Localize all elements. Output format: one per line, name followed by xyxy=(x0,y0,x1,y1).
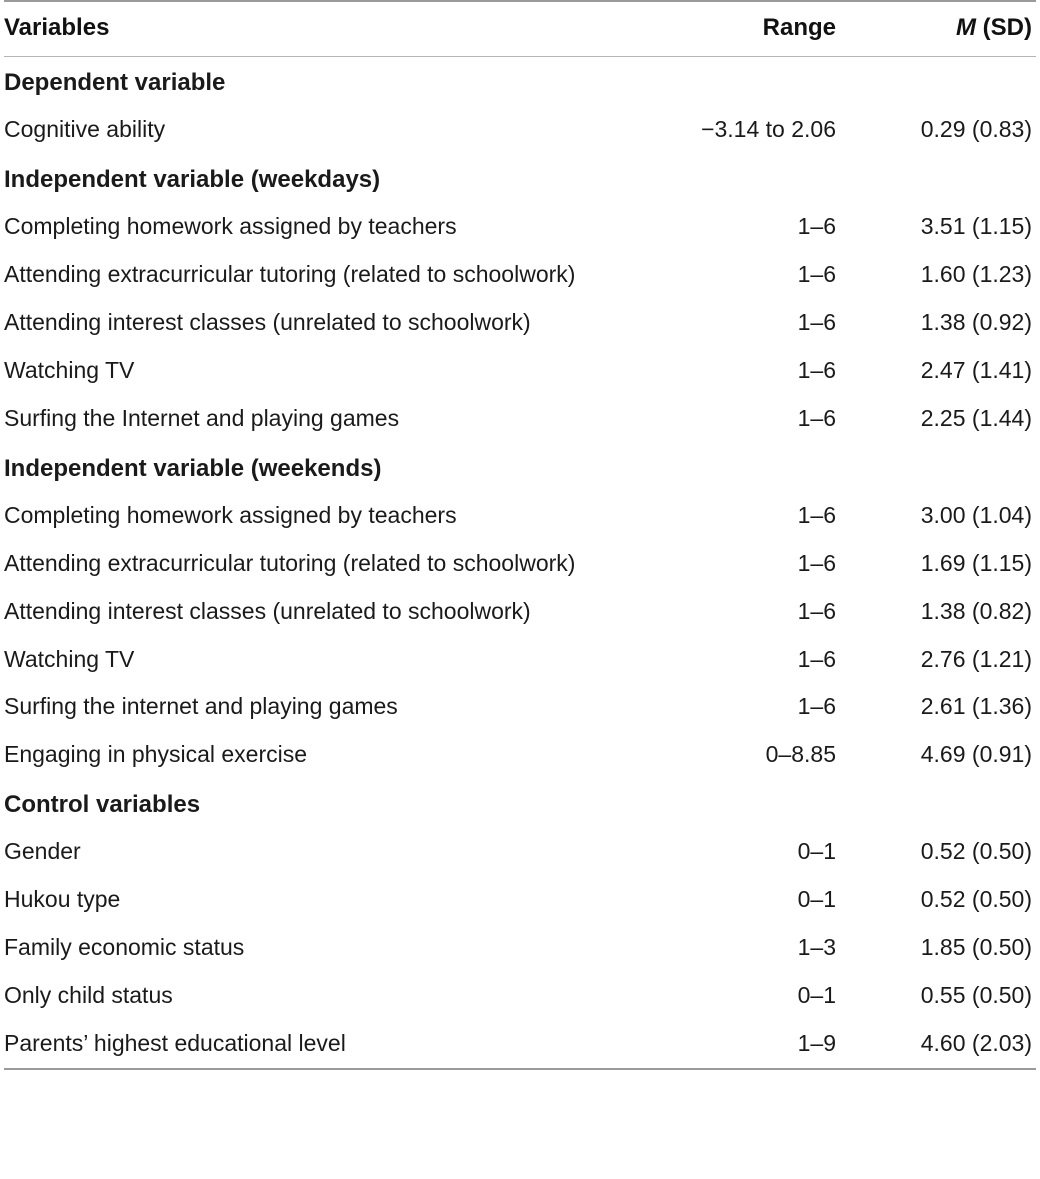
variable-mean-sd xyxy=(844,154,1036,203)
table-row xyxy=(4,251,1036,299)
variable-range: 0–8.85 xyxy=(765,741,836,768)
table-header xyxy=(4,1,1036,57)
variable-name: Engaging in physical exercise xyxy=(4,741,308,768)
column-header-range: Range xyxy=(762,14,836,41)
variable-range: 1–6 xyxy=(797,356,836,383)
table-row xyxy=(4,395,1036,443)
section-label: Dependent variable xyxy=(4,69,226,96)
descriptive-statistics-table xyxy=(4,0,1036,1070)
variable-name: Attending extracurricular tutoring (related to schoolwork) xyxy=(4,261,576,288)
variable-name: Attending interest classes (unrelated to schoolwork) xyxy=(4,597,531,624)
variable-mean-sd: 2.25 (1.44) xyxy=(920,404,1032,431)
variable-range: 1–6 xyxy=(797,213,836,240)
variable-range: 1–6 xyxy=(797,549,836,576)
table-row xyxy=(4,588,1036,636)
variable-mean-sd: 3.00 (1.04) xyxy=(920,501,1032,528)
variable-mean-sd xyxy=(844,779,1036,828)
section-label: Independent variable (weekdays) xyxy=(4,166,381,194)
variable-mean-sd: 1.38 (0.92) xyxy=(920,309,1032,336)
table-row xyxy=(4,731,1036,779)
column-header-mean-symbol: M xyxy=(956,14,976,41)
variable-name: Attending extracurricular tutoring (related to schoolwork) xyxy=(4,549,576,576)
variable-range xyxy=(624,57,844,106)
variable-range: 1–6 xyxy=(797,404,836,431)
variable-range: 1–6 xyxy=(797,501,836,528)
variable-mean-sd: 1.85 (0.50) xyxy=(920,934,1032,961)
variable-mean-sd: 2.47 (1.41) xyxy=(920,356,1032,383)
table-section-row xyxy=(4,154,1036,203)
table-footer xyxy=(4,1069,1036,1070)
variable-range: 1–6 xyxy=(797,309,836,336)
table-row xyxy=(4,636,1036,684)
column-header-mean-sd xyxy=(844,2,1036,57)
variable-name: Completing homework assigned by teachers xyxy=(4,213,457,240)
variable-range xyxy=(624,779,844,828)
table-row xyxy=(4,106,1036,154)
section-label: Control variables xyxy=(4,791,201,819)
table-row xyxy=(4,876,1036,924)
variable-name: Cognitive ability xyxy=(4,116,166,143)
variable-name: Attending interest classes (unrelated to schoolwork) xyxy=(4,309,531,336)
table-section-row xyxy=(4,57,1036,106)
variable-mean-sd: 1.69 (1.15) xyxy=(920,549,1032,576)
variable-mean-sd xyxy=(844,57,1036,106)
variable-mean-sd xyxy=(844,443,1036,492)
column-header-sd-text: (SD) xyxy=(976,14,1032,41)
variable-mean-sd: 0.52 (0.50) xyxy=(920,886,1032,913)
variable-range: 0–1 xyxy=(797,838,836,865)
table-row xyxy=(4,347,1036,395)
table-row xyxy=(4,203,1036,251)
variable-name: Watching TV xyxy=(4,645,135,672)
variable-range: 1–6 xyxy=(797,597,836,624)
variable-range xyxy=(624,154,844,203)
variable-range: 1–3 xyxy=(797,934,836,961)
variable-name: Hukou type xyxy=(4,886,121,913)
variable-mean-sd: 2.76 (1.21) xyxy=(920,645,1032,672)
variable-name: Only child status xyxy=(4,982,173,1009)
table-row xyxy=(4,972,1036,1020)
variable-range xyxy=(624,443,844,492)
table-row xyxy=(4,924,1036,972)
table-row xyxy=(4,683,1036,731)
variable-name: Watching TV xyxy=(4,356,135,383)
variable-range: 1–6 xyxy=(797,693,836,720)
variable-name: Surfing the internet and playing games xyxy=(4,693,398,720)
table-body xyxy=(4,57,1036,1069)
header-row xyxy=(4,2,1036,57)
table-bottom-rule xyxy=(4,1069,1036,1070)
variable-range: 0–1 xyxy=(797,982,836,1009)
variable-mean-sd: 0.29 (0.83) xyxy=(920,116,1032,143)
variable-mean-sd: 0.55 (0.50) xyxy=(920,982,1032,1009)
variable-mean-sd: 4.60 (2.03) xyxy=(920,1030,1032,1056)
section-label: Independent variable (weekends) xyxy=(4,454,382,482)
variable-range: −3.14 to 2.06 xyxy=(701,116,836,143)
variable-name: Parents’ highest educational level xyxy=(4,1030,346,1056)
table-section-row xyxy=(4,779,1036,828)
variable-name: Surfing the Internet and playing games xyxy=(4,404,400,431)
table-row xyxy=(4,1020,1036,1069)
variable-mean-sd: 2.61 (1.36) xyxy=(920,693,1032,720)
variable-mean-sd: 0.52 (0.50) xyxy=(920,838,1032,865)
variable-name: Family economic status xyxy=(4,934,245,961)
table-row xyxy=(4,299,1036,347)
variable-range: 1–9 xyxy=(797,1030,836,1056)
variable-name: Completing homework assigned by teachers xyxy=(4,501,457,528)
variable-mean-sd: 1.60 (1.23) xyxy=(920,261,1032,288)
variable-mean-sd: 3.51 (1.15) xyxy=(920,213,1032,240)
variable-range: 0–1 xyxy=(797,886,836,913)
column-header-variables: Variables xyxy=(4,14,110,41)
table-row xyxy=(4,540,1036,588)
table-row xyxy=(4,828,1036,876)
table-section-row xyxy=(4,443,1036,492)
table-row xyxy=(4,492,1036,540)
variable-name: Gender xyxy=(4,838,81,865)
variable-range: 1–6 xyxy=(797,645,836,672)
variable-range: 1–6 xyxy=(797,261,836,288)
variable-mean-sd: 1.38 (0.82) xyxy=(920,597,1032,624)
variable-mean-sd: 4.69 (0.91) xyxy=(920,741,1032,768)
